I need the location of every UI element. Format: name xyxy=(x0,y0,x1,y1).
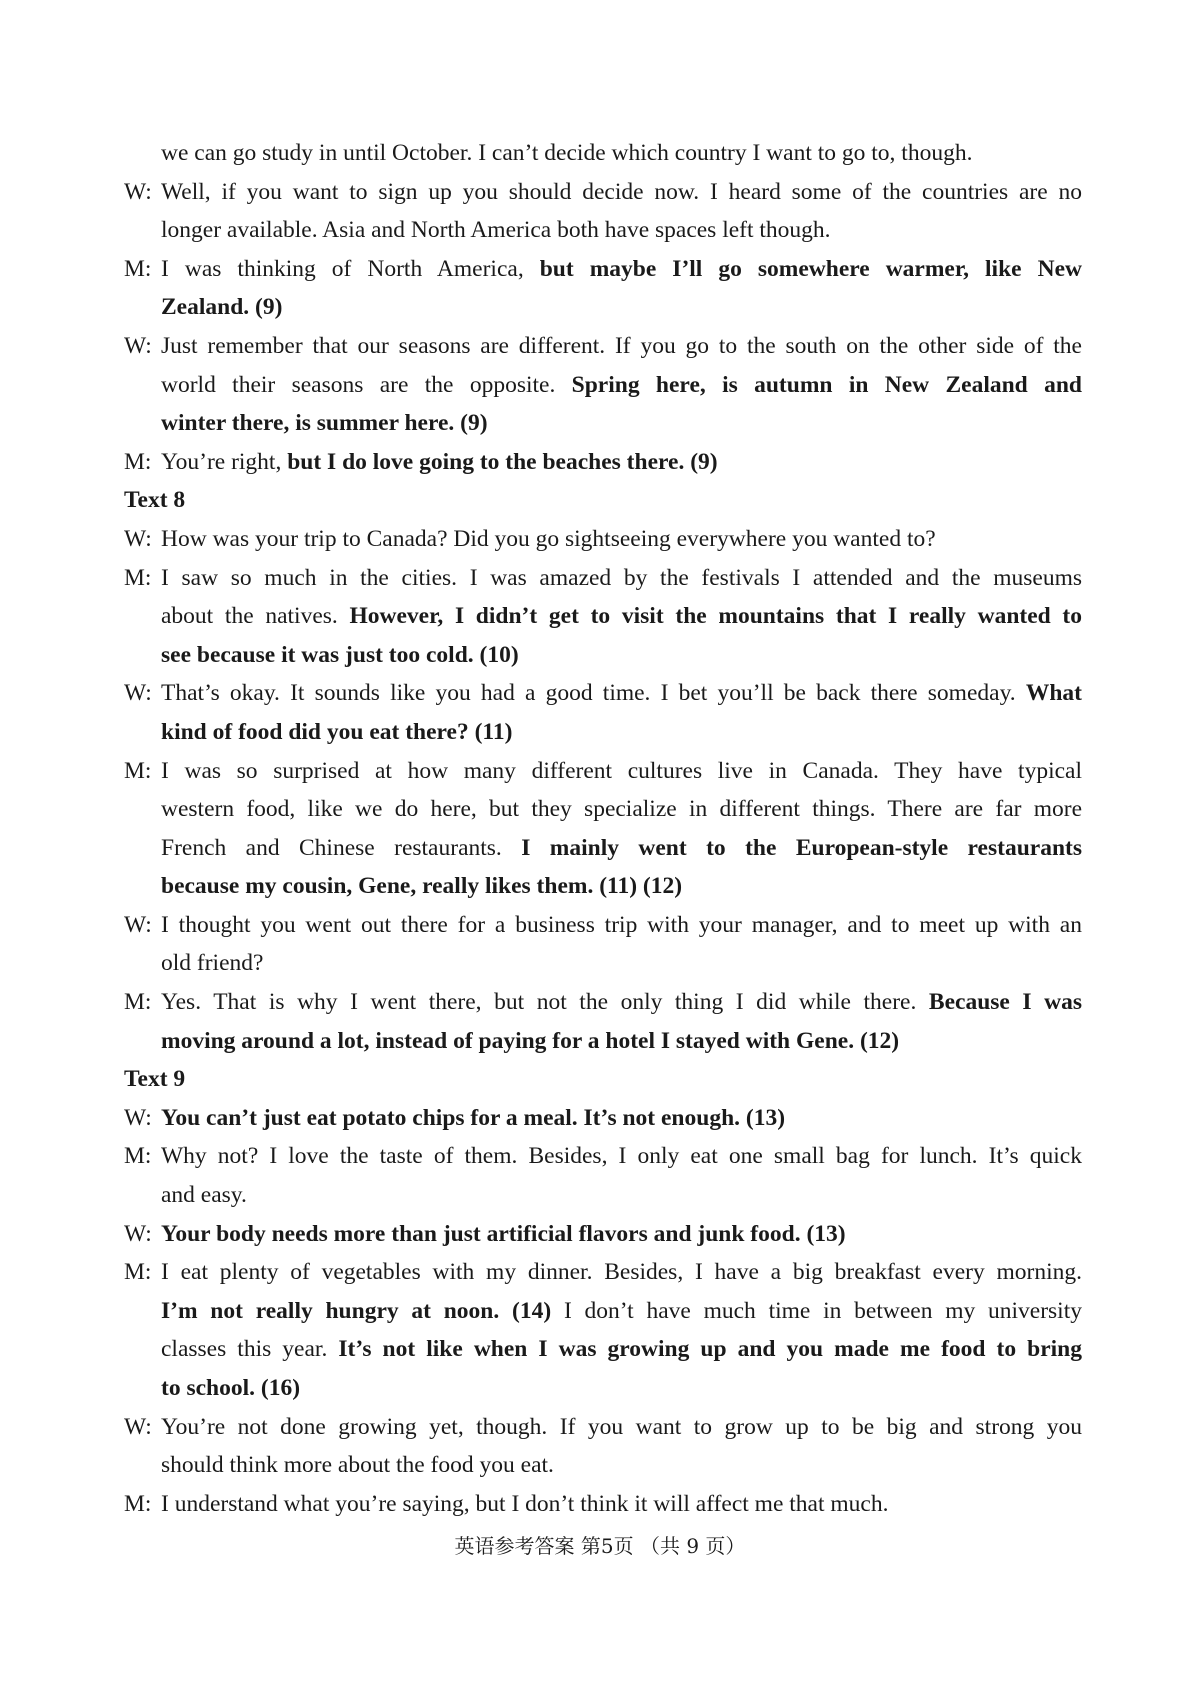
transcript-line xyxy=(124,674,1082,713)
transcript-line xyxy=(161,134,1082,173)
bold-answer-text: It’s not like when I was growing up and you made me food to bring xyxy=(338,1336,1082,1363)
speaker-label: M: xyxy=(124,1490,152,1517)
speaker-label: M: xyxy=(124,255,152,282)
bold-answer-text: winter there, is summer here. (9) xyxy=(161,410,488,437)
text-segment: should think more about the food you eat. xyxy=(161,1452,554,1479)
text-segment: and easy. xyxy=(161,1182,247,1209)
text-segment: Just remember that our seasons are different. If you go to the south on the other side of the xyxy=(161,332,1082,359)
text-segment: I don’t have much time in between my university xyxy=(551,1297,1082,1324)
bold-answer-text: You can’t just eat potato chips for a meal. It’s not enough. (13) xyxy=(161,1104,786,1131)
transcript-line xyxy=(124,1137,1082,1176)
bold-answer-text: but maybe I’ll go somewhere warmer, like New xyxy=(539,255,1082,282)
text-segment: I thought you went out there for a business trip with your manager, and to meet up with an xyxy=(161,911,1082,938)
text-segment: How was your trip to Canada? Did you go sightseeing everywhere you wanted to? xyxy=(161,525,936,552)
text-segment: Yes. That is why I went there, but not the only thing I did while there. xyxy=(161,989,929,1016)
transcript-line xyxy=(124,752,1082,791)
transcript-line xyxy=(124,173,1082,212)
speaker-label: M: xyxy=(124,1143,152,1170)
speaker-label: W: xyxy=(124,680,152,707)
transcript-line xyxy=(161,829,1082,868)
speaker-label: W: xyxy=(124,1413,152,1440)
bold-answer-text: Your body needs more than just artificial flavors and junk food. (13) xyxy=(161,1220,846,1247)
transcript-line xyxy=(124,1408,1082,1447)
section-heading xyxy=(124,481,1200,520)
bold-answer-text: Because I was xyxy=(928,989,1082,1016)
speaker-label: W: xyxy=(124,525,152,552)
speaker-label: M: xyxy=(124,564,152,591)
text-segment: Why not? I love the taste of them. Besides, I only eat one small bag for lunch. It’s quick xyxy=(161,1143,1082,1170)
document-body xyxy=(0,134,1200,1523)
transcript-line xyxy=(161,211,1082,250)
bold-answer-text: moving around a lot, instead of paying for a hotel I stayed with Gene. (12) xyxy=(161,1027,900,1054)
speaker-label: W: xyxy=(124,178,152,205)
transcript-line xyxy=(161,944,1082,983)
transcript-line xyxy=(161,790,1082,829)
transcript-line xyxy=(161,1022,1082,1061)
transcript-line xyxy=(161,713,1082,752)
text-segment: western food, like we do here, but they specialize in different things. There are far more xyxy=(161,796,1082,823)
bold-answer-text: but I do love going to the beaches there. (9) xyxy=(287,448,718,475)
speaker-label: W: xyxy=(124,911,152,938)
bold-answer-text: What xyxy=(1025,680,1082,707)
bold-answer-text: Text 8 xyxy=(124,487,186,514)
text-segment: Well, if you want to sign up you should decide now. I heard some of the countries are no xyxy=(161,178,1082,205)
text-segment: That’s okay. It sounds like you had a good time. I bet you’ll be back there someday. xyxy=(161,680,1026,707)
bold-answer-text: kind of food did you eat there? (11) xyxy=(161,718,513,745)
transcript-line xyxy=(124,327,1082,366)
text-segment: world their seasons are the opposite. xyxy=(161,371,572,398)
text-segment: You’re right, xyxy=(161,448,288,475)
bold-answer-text: because my cousin, Gene, really likes them. (11) (12) xyxy=(161,873,683,900)
transcript-line xyxy=(161,404,1082,443)
bold-answer-text: Zealand. (9) xyxy=(161,294,283,321)
text-segment: classes this year. xyxy=(161,1336,339,1363)
text-segment: longer available. Asia and North America both have spaces left though. xyxy=(161,217,831,244)
bold-answer-text: Spring here, is autumn in New Zealand and xyxy=(571,371,1082,398)
transcript-line xyxy=(161,1369,1082,1408)
transcript-line xyxy=(124,520,1082,559)
text-segment: I understand what you’re saying, but I don’t think it will affect me that much. xyxy=(161,1490,889,1517)
text-segment: about the natives. xyxy=(161,603,350,630)
bold-answer-text: to school. (16) xyxy=(161,1375,301,1401)
speaker-label: W: xyxy=(124,1220,152,1247)
speaker-label: W: xyxy=(124,1104,152,1131)
text-segment: I saw so much in the cities. I was amazed by the festivals I attended and the museums xyxy=(161,564,1082,591)
speaker-label: W: xyxy=(124,332,152,359)
transcript-line xyxy=(161,597,1082,636)
transcript-line xyxy=(161,366,1082,405)
transcript-line xyxy=(161,288,1082,327)
text-segment: French and Chinese restaurants. xyxy=(161,834,522,861)
transcript-line xyxy=(161,1446,1082,1485)
transcript-line xyxy=(161,636,1082,675)
transcript-line xyxy=(124,983,1082,1022)
page-footer: 英语参考答案 第5页 （共 9 页） xyxy=(454,1534,746,1558)
bold-answer-text: Text 9 xyxy=(124,1066,186,1093)
speaker-label: M: xyxy=(124,1259,152,1286)
transcript-line xyxy=(124,250,1082,289)
transcript-line xyxy=(124,443,1082,482)
transcript-line xyxy=(124,1253,1082,1292)
bold-answer-text: see because it was just too cold. (10) xyxy=(161,641,519,668)
transcript-line xyxy=(161,867,1082,906)
text-segment: I eat plenty of vegetables with my dinner. Besides, I have a big breakfast every morning. xyxy=(161,1259,1082,1286)
transcript-line xyxy=(124,1215,1082,1254)
text-segment: I was thinking of North America, xyxy=(161,255,540,282)
text-segment: I was so surprised at how many different cultures live in Canada. They have typical xyxy=(161,757,1082,784)
transcript-line xyxy=(124,1485,1082,1524)
text-segment: we can go study in until October. I can’t decide which country I want to go to, though. xyxy=(161,140,973,166)
text-segment: You’re not done growing yet, though. If you want to grow up to be big and strong you xyxy=(161,1413,1082,1440)
bold-answer-text: I’m not really hungry at noon. (14) xyxy=(161,1297,552,1324)
section-heading xyxy=(124,1060,1200,1099)
transcript-line xyxy=(124,559,1082,598)
transcript-line xyxy=(161,1292,1082,1331)
speaker-label: M: xyxy=(124,448,152,475)
bold-answer-text: I mainly went to the European-style restaurants xyxy=(521,834,1083,861)
transcript-line xyxy=(124,1099,1082,1138)
text-segment: old friend? xyxy=(161,950,264,977)
transcript-line xyxy=(161,1176,1082,1215)
transcript-line xyxy=(161,1330,1082,1369)
speaker-label: M: xyxy=(124,989,152,1016)
bold-answer-text: However, I didn’t get to visit the mountains that I really wanted to xyxy=(349,603,1083,630)
transcript-line xyxy=(124,906,1082,945)
speaker-label: M: xyxy=(124,757,152,784)
